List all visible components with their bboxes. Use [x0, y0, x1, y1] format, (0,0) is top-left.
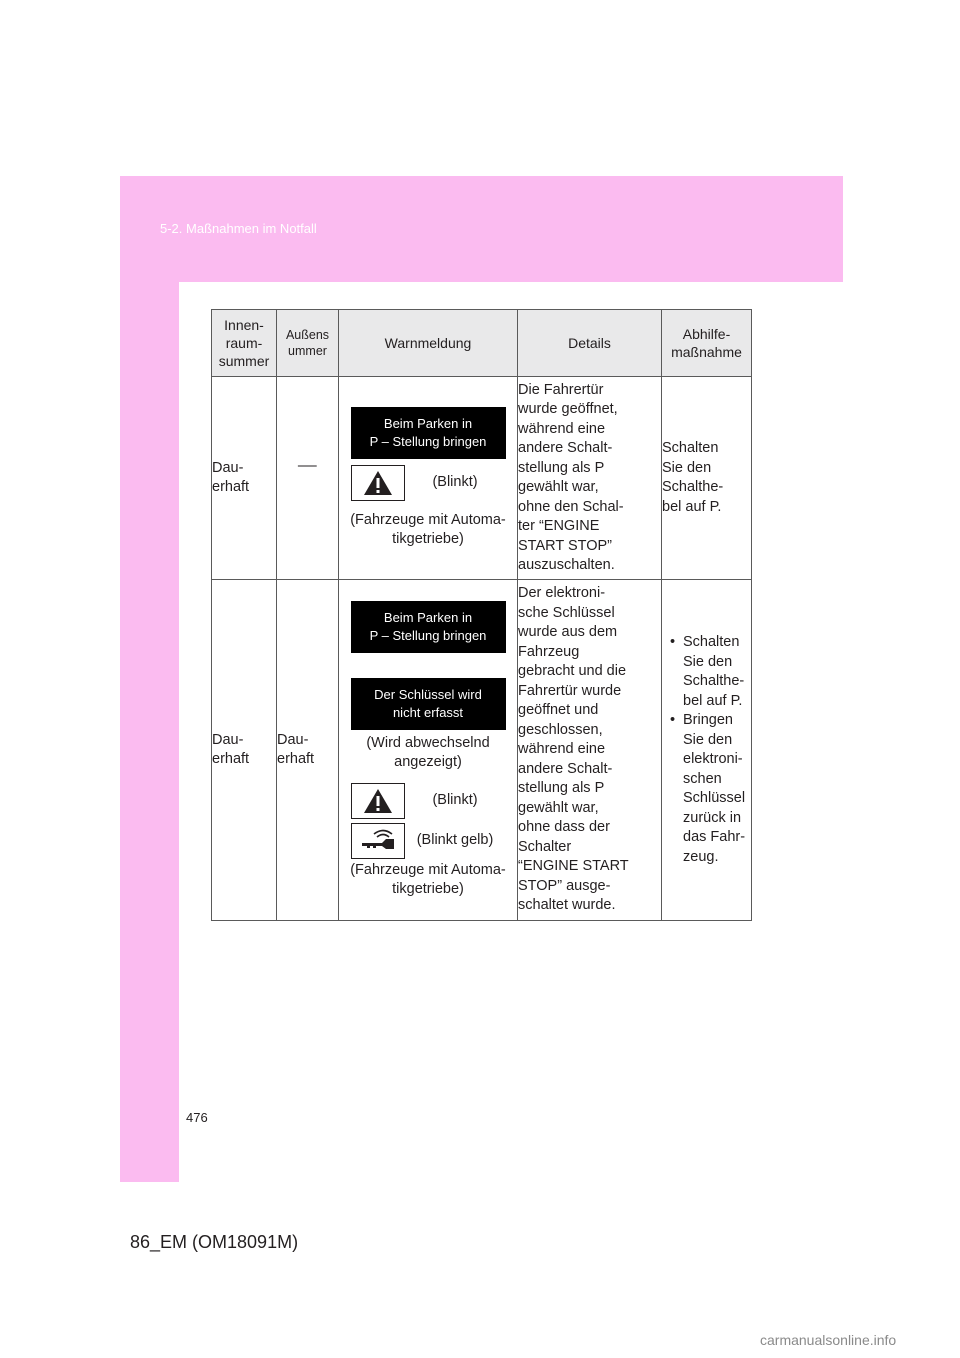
details-cell: Die Fahrertür wurde geöffnet, während eine andere Schalt- stellung als P gewählt war, ohne den Schal- ter “ENGINE START STOP” auszuschalten.: [518, 377, 662, 580]
alternate-note: (Wird abwechselnd angezeigt): [366, 734, 490, 770]
outer-buzzer-cell: Dau- erhaft: [277, 580, 339, 921]
indicator-row: [351, 823, 506, 859]
inner-buzzer-cell: Dau- erhaft: [212, 377, 277, 580]
col-inner-buzzer: Innen- raum- summer: [212, 310, 277, 377]
table-row: [212, 377, 752, 580]
watermark[interactable]: carmanualsonline.info: [760, 1332, 897, 1348]
list-item: • Bringen Sie den elektroni- schen Schlüssel zurück in das Fahr- zeug.: [670, 711, 751, 867]
footer-code: 86_EM (OM18091M): [130, 1232, 299, 1252]
indicator-label: (Blinkt): [432, 791, 478, 808]
vehicle-note: (Fahrzeuge mit Automa- tikgetriebe): [350, 511, 506, 547]
remedy-cell: [662, 580, 752, 921]
inner-buzzer-cell: Dau- erhaft: [212, 580, 277, 921]
warning-message-cell: [339, 580, 518, 921]
section-title: 5-2. Maßnahmen im Notfall: [160, 221, 317, 236]
display-message-park: Beim Parken in P – Stellung bringen: [351, 407, 506, 459]
outer-buzzer-cell: [277, 377, 339, 580]
details-cell: Der elektroni- sche Schlüssel wurde aus dem Fahrzeug gebracht und die Fahrertür wurde geöffnet und geschlossen, während eine andere Schalt- stellung als P gewählt war, ohne dass der Schalter “ENGINE START STOP” ausge- schaltet wurde.: [518, 580, 662, 921]
remedy-list: [662, 633, 751, 867]
side-band: [120, 282, 179, 1182]
warning-table: [211, 309, 752, 921]
warning-triangle-icon: [351, 783, 405, 819]
vehicle-note: (Fahrzeuge mit Automa- tikgetriebe): [350, 861, 506, 897]
indicator-label: (Blinkt): [432, 473, 478, 490]
warning-message-cell: [339, 377, 518, 580]
table-row: [212, 580, 752, 921]
display-message-park: Beim Parken in P – Stellung bringen: [351, 601, 506, 653]
indicator-label: (Blinkt gelb): [416, 831, 494, 848]
remedy-cell: Schalten Sie den Schalthe- bel auf P.: [662, 377, 752, 580]
indicator-row: [351, 465, 506, 501]
col-details: Details: [518, 310, 662, 377]
list-item: • Schalten Sie den Schalthe- bel auf P.: [670, 633, 751, 711]
display-message-key-not-detected: Der Schlüssel wird nicht erfasst: [351, 678, 506, 730]
indicator-row: [351, 783, 506, 819]
table-header-row: [212, 310, 752, 377]
warning-triangle-icon: [351, 465, 405, 501]
col-remedy: Abhilfe- maßnahme: [662, 310, 752, 377]
smart-key-icon: [351, 823, 405, 859]
page-number: 476: [186, 1110, 208, 1125]
none-dash: —: [298, 458, 317, 474]
col-outer-buzzer: Außens ummer: [277, 310, 339, 377]
col-warning-message: Warnmeldung: [339, 310, 518, 377]
